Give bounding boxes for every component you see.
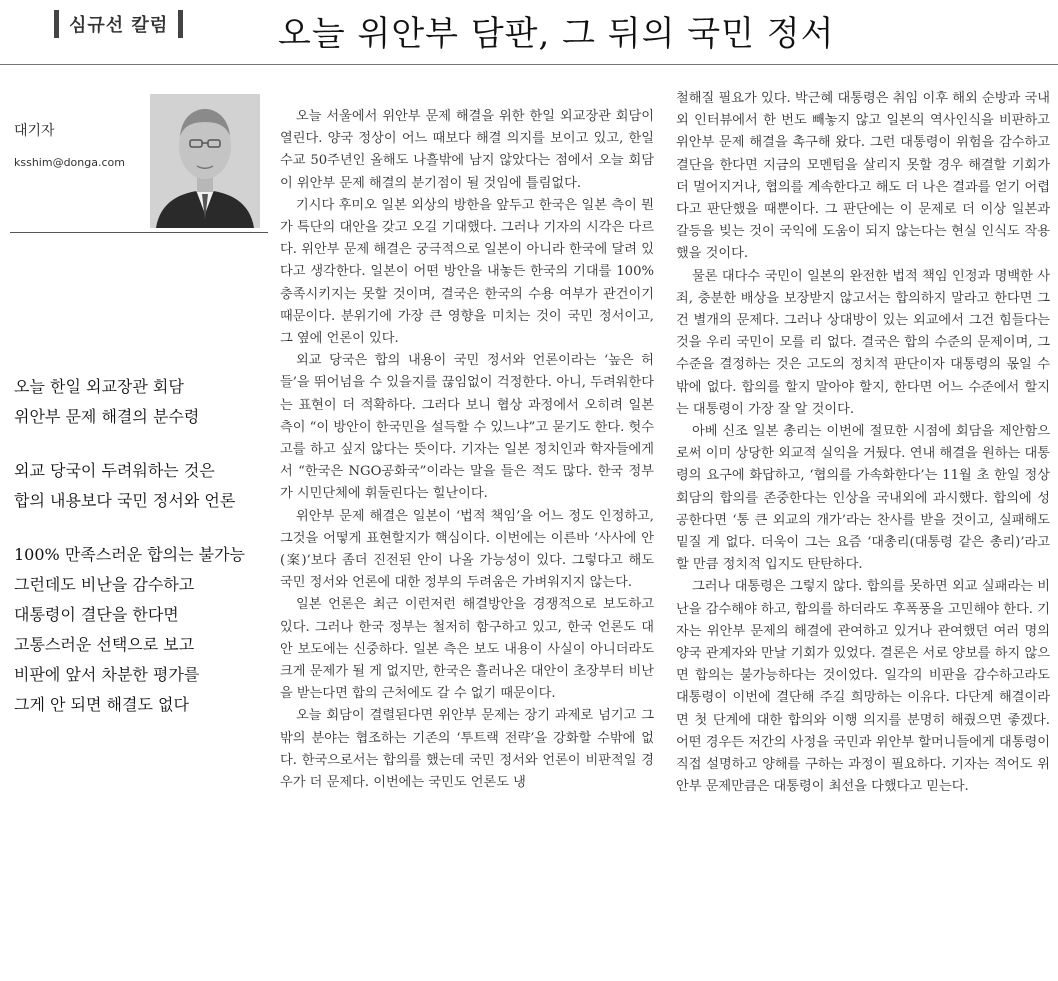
paragraph: 위안부 문제 해결은 일본이 ‘법적 책임’을 어느 정도 인정하고, 그것을 어떻게 표현할지가 핵심이다. 이번에는 이른바 ‘사사에 안(案)’보다 좀더 진전된 안이 나올 가능성이 있다. 그렇다고 해도 국민 정서와 언론에 대한 정부의 두려움은 가벼워지지 않는다. bbox=[280, 508, 654, 591]
article-header bbox=[0, 0, 1058, 84]
pullquote-line: 외교 당국이 두려워하는 것은 bbox=[14, 461, 215, 480]
label-bar-right bbox=[178, 10, 183, 38]
paragraph: 아베 신조 일본 총리는 이번에 절묘한 시점에 회담을 제안함으로써 이미 상당한 외교적 실익을 거뒀다. 연내 해결을 원하는 대통령의 요구에 화답하고, ‘협의를 가속화한다’는 11월 초 한일 정상회담의 합의를 존중한다는 인상을 국내외에 과시했다. 합의에 성공한다면 ‘통 큰 외교의 개가’라는 찬사를 받을 것이고, 실패해도 밑질 게 없다. 더욱이 그는 요즘 ‘대총리(대통령 같은 총리)’라고 할 만큼 정치적 입지도 탄탄하다. bbox=[676, 424, 1050, 573]
pullquote-list bbox=[14, 372, 264, 720]
article-column-1 bbox=[280, 106, 654, 794]
pullquote-line: 고통스러운 선택으로 보고 bbox=[14, 635, 195, 654]
pullquote-line: 위안부 문제 해결의 분수령 bbox=[14, 407, 200, 426]
paragraph-continued: 철해질 필요가 있다. 박근혜 대통령은 취임 이후 해외 순방과 국내외 인터뷰에서 한 번도 빼놓지 않고 일본의 역사인식을 비판하고 위안부 문제 해결을 촉구해 왔다. 그런 대통령이 위험을 감수하고 결단을 한다면 지금의 모멘텀을 살리지 못할 경우 해결할 기회가 더 멀어지거나, 협의를 계속한다고 해도 더 나은 결과를 얻기 어렵다고 판단했을 때뿐이다. 그 판단에는 이 문제로 더 이상 일본과 갈등을 빚는 것이 국익에 도움이 되지 않는다는 현실 인식도 작용했을 것이다. bbox=[676, 91, 1050, 262]
paragraph: 그러나 대통령은 그렇지 않다. 합의를 못하면 외교 실패라는 비난을 감수해야 하고, 합의를 하더라도 후폭풍을 고민해야 한다. 기자는 위안부 문제의 해결에 관여하고 있거나 관여했던 여러 명의 양국 관계자와 만날 기회가 있었다. 결론은 서로 양보를 하지 않으면 합의는 불가능하다는 것이었다. 일각의 비판을 감수하고라도 대통령이 이번에 결단해 주길 희망하는 이유다. 다단계 해결이라면 첫 단계에 대한 합의와 이행 의지를 분명히 해줬으면 좋겠다. 어떤 경우든 저간의 사정을 국민과 위안부 할머니들에게 대통령이 직접 설명하고 양해를 구하는 과정이 필요하다. 기자는 적어도 위안부 문제만큼은 대통령이 최선을 다했다고 믿는다. bbox=[676, 579, 1050, 795]
author-photo bbox=[150, 94, 260, 228]
pullquote-line: 그런데도 비난을 감수하고 bbox=[14, 575, 195, 594]
paragraph: 오늘 회담이 결렬된다면 위안부 문제는 장기 과제로 넘기고 그 밖의 분야는 협조하는 기존의 ‘투트랙 전략’을 강화할 수밖에 없다. 한국으로서는 합의를 했는데 국민 정서와 언론이 비판적일 경우가 더 문제다. 이번에는 국민도 언론도 냉 bbox=[280, 708, 654, 791]
column-label-text: 심규선 칼럼 bbox=[69, 15, 169, 36]
pullquote-line: 오늘 한일 외교장관 회담 bbox=[14, 377, 184, 396]
paragraph: 기시다 후미오 일본 외상의 방한을 앞두고 한국은 일본 측이 뭔가 특단의 대안을 갖고 오길 기대했다. 그러나 기자의 시각은 다르다. 위안부 문제 해결은 궁극적으로 일본이 아니라 한국에 달려 있다고 생각한다. 일본이 어떤 방안을 내놓든 한국의 기대를 100% 충족시키지는 못할 것이며, 결국은 한국의 수용 여부가 관건이기 때문이다. 분위기에 가장 큰 영향을 미치는 것이 국민 정서이고, 그 옆에 언론이 있다. bbox=[280, 197, 654, 347]
header-divider bbox=[0, 64, 1058, 65]
author-portrait-image bbox=[150, 94, 260, 228]
pullquote-line: 합의 내용보다 국민 정서와 언론 bbox=[14, 491, 236, 510]
author-box bbox=[0, 90, 268, 232]
pullquote-line: 그게 안 되면 해결도 없다 bbox=[14, 695, 189, 714]
author-email: ksshim@donga.com bbox=[14, 156, 125, 169]
paragraph: 외교 당국은 합의 내용이 국민 정서와 언론이라는 ‘높은 허들’을 뛰어넘을 수 있을지를 끊임없이 걱정한다. 아니, 두려워한다는 표현이 더 적확하다. 그러다 보니 협상 과정에서 오히려 일본 측이 “이 방안이 한국민을 설득할 수 있느냐”고 묻기도 한다. 헛수고를 하고 싶지 않다는 뜻이다. 기자는 일본 정치인과 학자들에게서 “한국은 NGO공화국”이라는 말을 들은 적도 많다. 한국 정부가 시민단체에 휘둘린다는 힐난이다. bbox=[280, 353, 654, 502]
pullquote-line: 비판에 앞서 차분한 평가를 bbox=[14, 665, 200, 684]
pullquote-line: 100% 만족스러운 합의는 불가능 bbox=[14, 545, 246, 564]
headline: 오늘 위안부 담판, 그 뒤의 국민 정서 bbox=[278, 14, 835, 54]
label-bar-left bbox=[54, 10, 59, 38]
column-label bbox=[54, 8, 183, 40]
article-column-2 bbox=[676, 88, 1050, 799]
author-role: 대기자 bbox=[14, 123, 55, 139]
pullquote-line: 대통령이 결단을 한다면 bbox=[14, 605, 179, 624]
paragraph: 물론 대다수 국민이 일본의 완전한 법적 책임 인정과 명백한 사죄, 충분한 배상을 보장받지 않고서는 합의하지 말라고 한다면 그건 별개의 문제다. 그러나 상대방이 있는 외교에서 그건 힘들다는 것을 우리 국민이 모를 리 없다. 결국은 합의 수준의 문제이며, 그 수준을 결정하는 것은 고도의 정치적 판단이자 대통령의 몫일 수밖에 없다. 합의를 할지 말아야 할지, 한다면 어느 수준에서 할지는 대통령이 가장 잘 알 것이다. bbox=[676, 268, 1050, 417]
paragraph: 오늘 서울에서 위안부 문제 해결을 위한 한일 외교장관 회담이 열린다. 양국 정상이 어느 때보다 해결 의지를 보이고 있고, 한일 수교 50주년인 올해도 나흘밖에 남지 않았다는 점에서 오늘 회담이 위안부 문제 해결의 분기점이 될 것임에 틀림없다. bbox=[280, 109, 654, 191]
author-divider bbox=[10, 232, 268, 233]
paragraph: 일본 언론은 최근 이런저런 해결방안을 경쟁적으로 보도하고 있다. 그러나 한국 정부는 철저히 함구하고 있고, 한국 언론도 대안 보도에는 신중하다. 일본 측은 보도 내용이 사실이 아니더라도 크게 문제가 될 게 없지만, 한국은 흘러나온 대안이 초장부터 비난을 받는다면 합의 근처에도 갈 수 없기 때문이다. bbox=[280, 597, 654, 702]
